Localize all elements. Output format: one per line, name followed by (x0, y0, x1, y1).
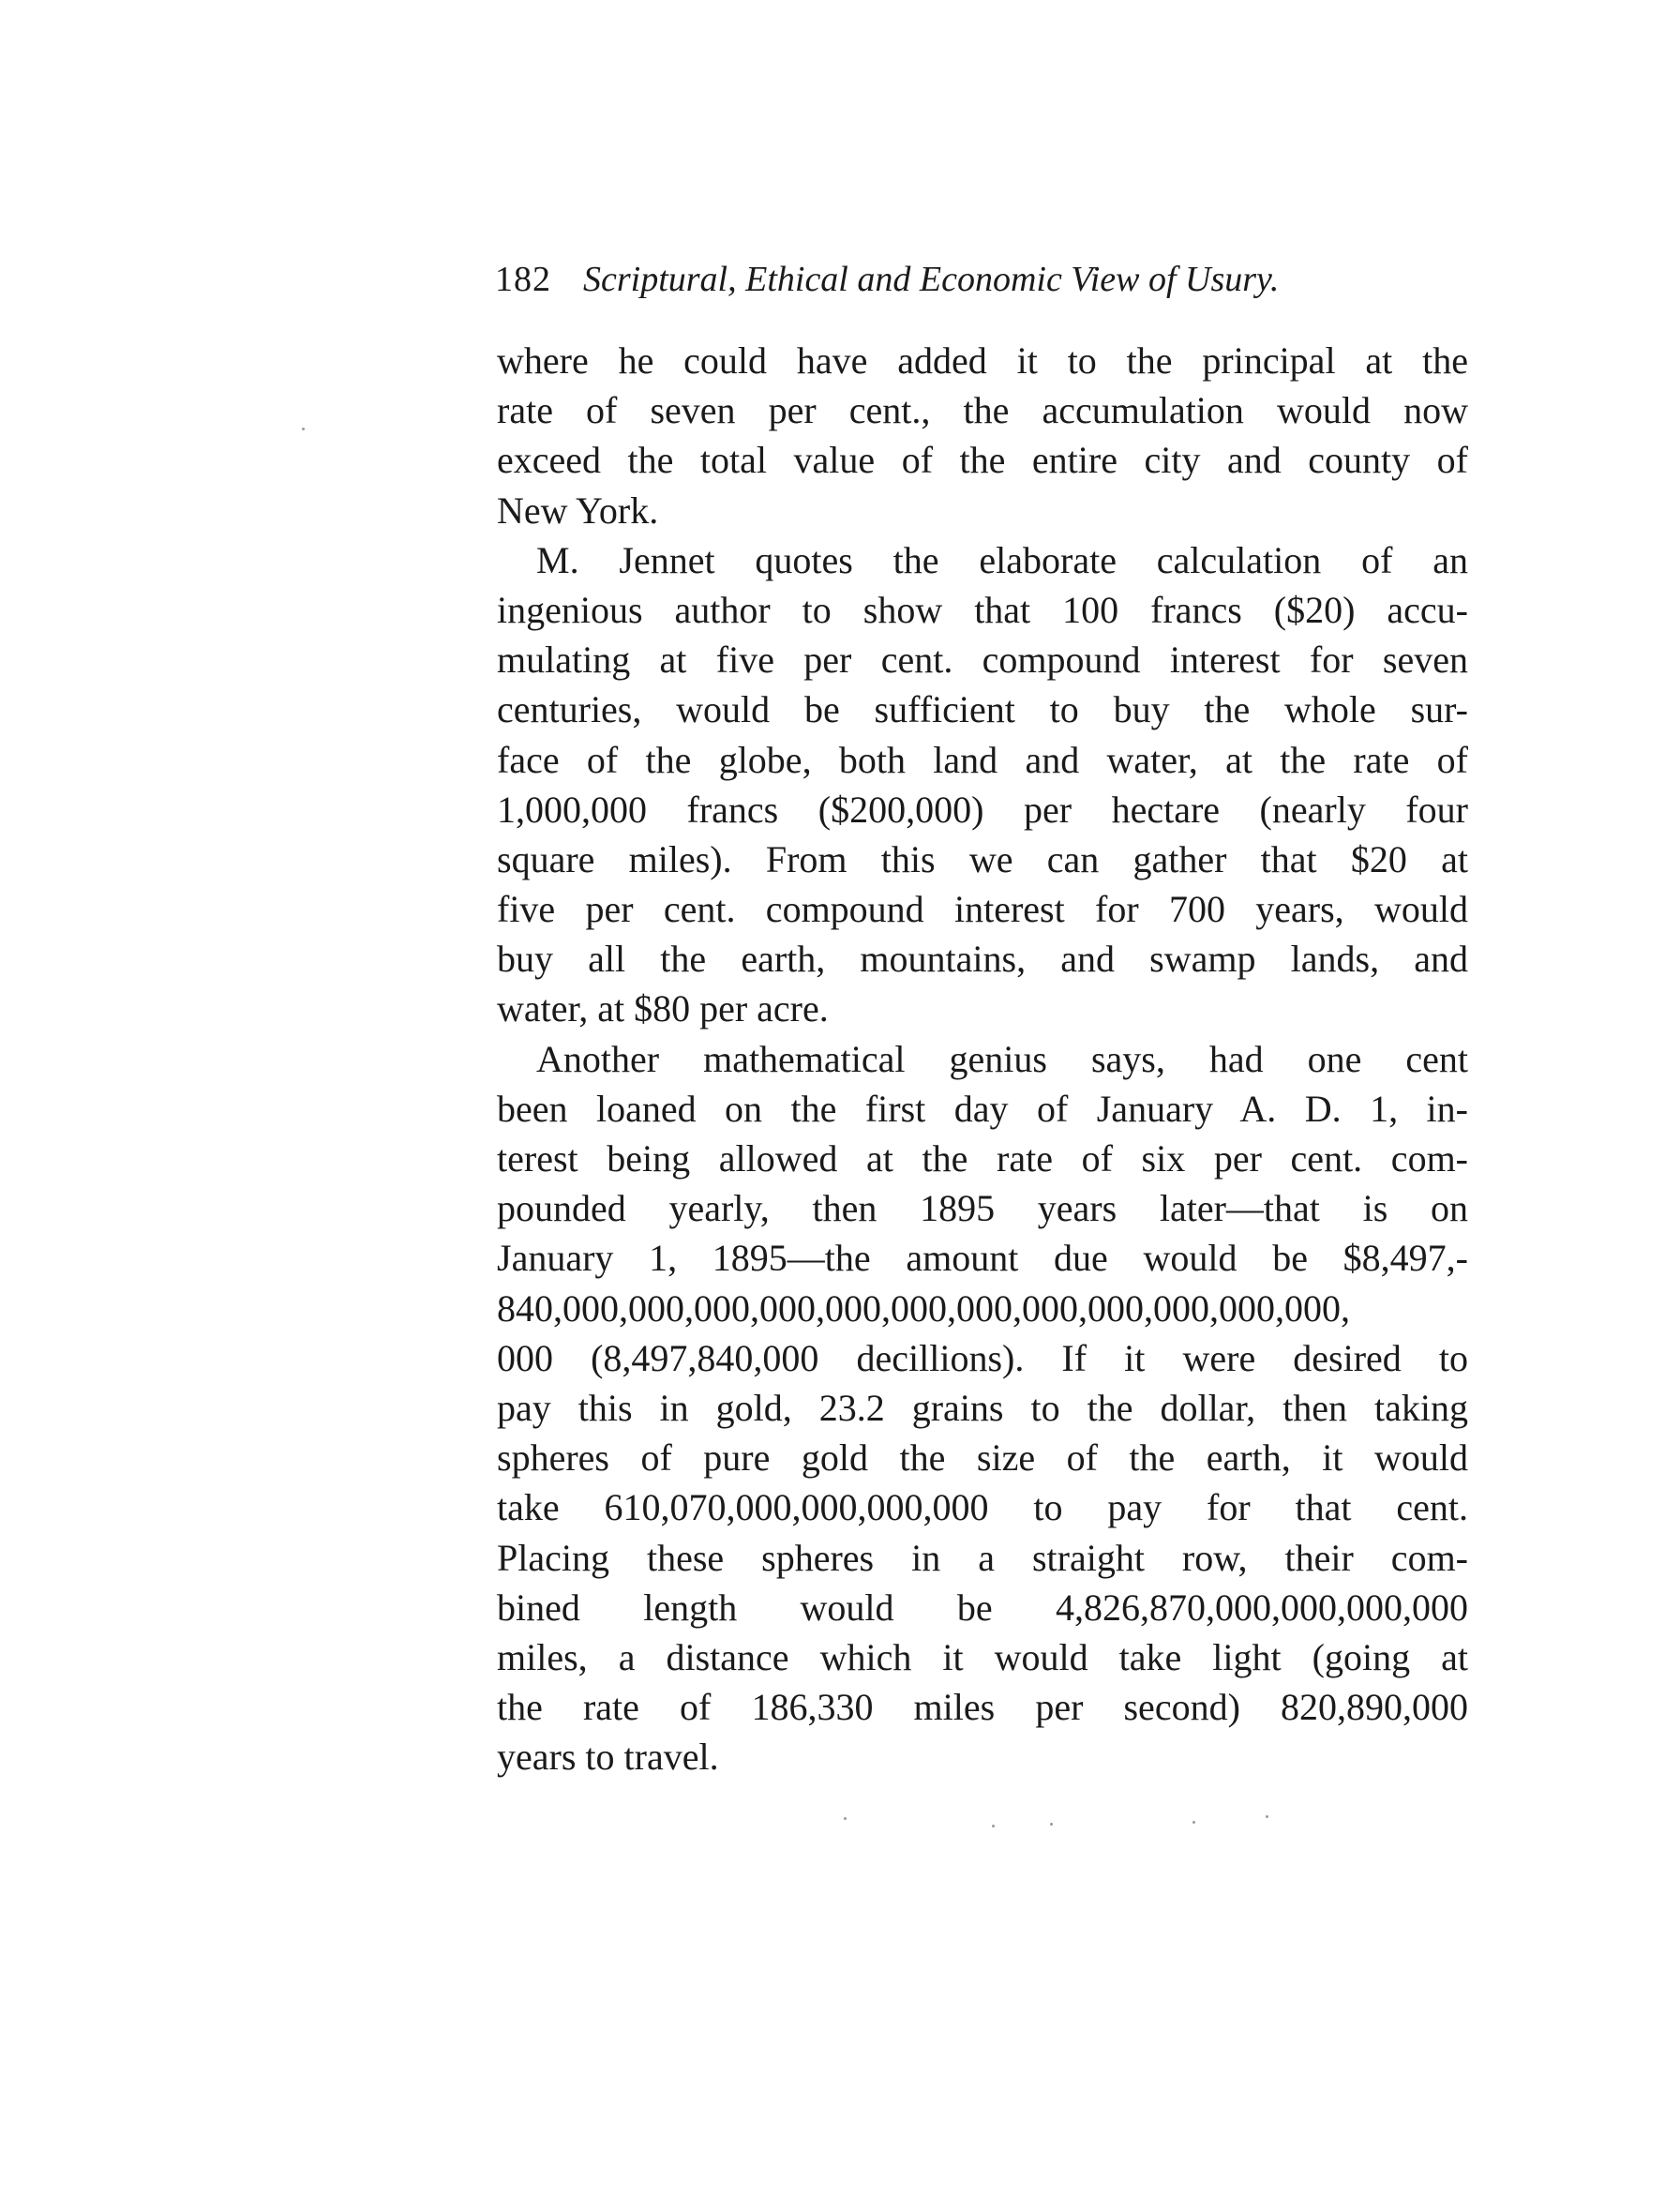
text-line: miles, a distance which it would take light (going at (497, 1635, 1468, 1678)
paragraph-3 (497, 1034, 1468, 1782)
running-title: Scriptural, Ethical and Economic View of Usury. (583, 260, 1280, 299)
text-line: face of the globe, both land and water, at the rate of (497, 738, 1468, 781)
text-line: bined length would be 4,826,870,000,000,000,000 (497, 1586, 1468, 1629)
text-line: the rate of 186,330 miles per second) 820,890,000 (497, 1686, 1468, 1729)
text-line: spheres of pure gold the size of the earth, it would (497, 1436, 1468, 1480)
text-line: been loaned on the first day of January A. D. 1, in- (497, 1087, 1468, 1130)
text-line: where he could have added it to the principal at the (497, 339, 1468, 382)
scan-speck (844, 1817, 847, 1820)
text-line: Another mathematical genius says, had one cent (536, 1037, 1468, 1080)
running-head (495, 255, 1451, 304)
text-line: exceed the total value of the entire city and county of (497, 439, 1468, 482)
text-line: pay this in gold, 23.2 grains to the dollar, then taking (497, 1386, 1468, 1429)
text-line: take 610,070,000,000,000,000 to pay for that cent. (497, 1486, 1468, 1529)
text-line: M. Jennet quotes the elaborate calculation of an (536, 538, 1468, 581)
text-line: rate of seven per cent., the accumulation would now (497, 389, 1468, 432)
text-line: New York. (497, 489, 659, 532)
scan-speck (1192, 1821, 1195, 1824)
scan-speck (992, 1825, 995, 1827)
text-line: 000 (8,497,840,000 decillions). If it were desired to (497, 1336, 1468, 1379)
scan-speck (1050, 1823, 1053, 1826)
page-number: 182 (495, 260, 551, 299)
text-line: January 1, 1895—the amount due would be $8,497,- (497, 1237, 1468, 1280)
text-line: 1,000,000 francs ($200,000) per hectare (nearly four (497, 788, 1468, 831)
paragraph-2 (497, 535, 1468, 1034)
text-line: pounded yearly, then 1895 years later—that is on (497, 1187, 1468, 1230)
body-text (497, 336, 1468, 1782)
text-line: terest being allowed at the rate of six per cent. com- (497, 1137, 1468, 1180)
text-line: ingenious author to show that 100 francs ($20) accu- (497, 588, 1468, 631)
text-line: water, at $80 per acre. (497, 987, 829, 1030)
text-line: centuries, would be sufficient to buy the whole sur- (497, 688, 1468, 731)
scan-speck (1266, 1815, 1268, 1818)
text-line: mulating at five per cent. compound interest for seven (497, 639, 1468, 682)
text-line: five per cent. compound interest for 700 years, would (497, 888, 1468, 931)
text-line: years to travel. (497, 1736, 719, 1779)
text-line: Placing these spheres in a straight row, their com- (497, 1536, 1468, 1579)
text-line: buy all the earth, mountains, and swamp lands, and (497, 938, 1468, 981)
text-line: square miles). From this we can gather that $20 at (497, 837, 1468, 880)
text-line: 840,000,000,000,000,000,000,000,000,000,000,000,000, (497, 1286, 1350, 1330)
scan-speck (302, 428, 305, 430)
paragraph-1 (497, 336, 1468, 535)
